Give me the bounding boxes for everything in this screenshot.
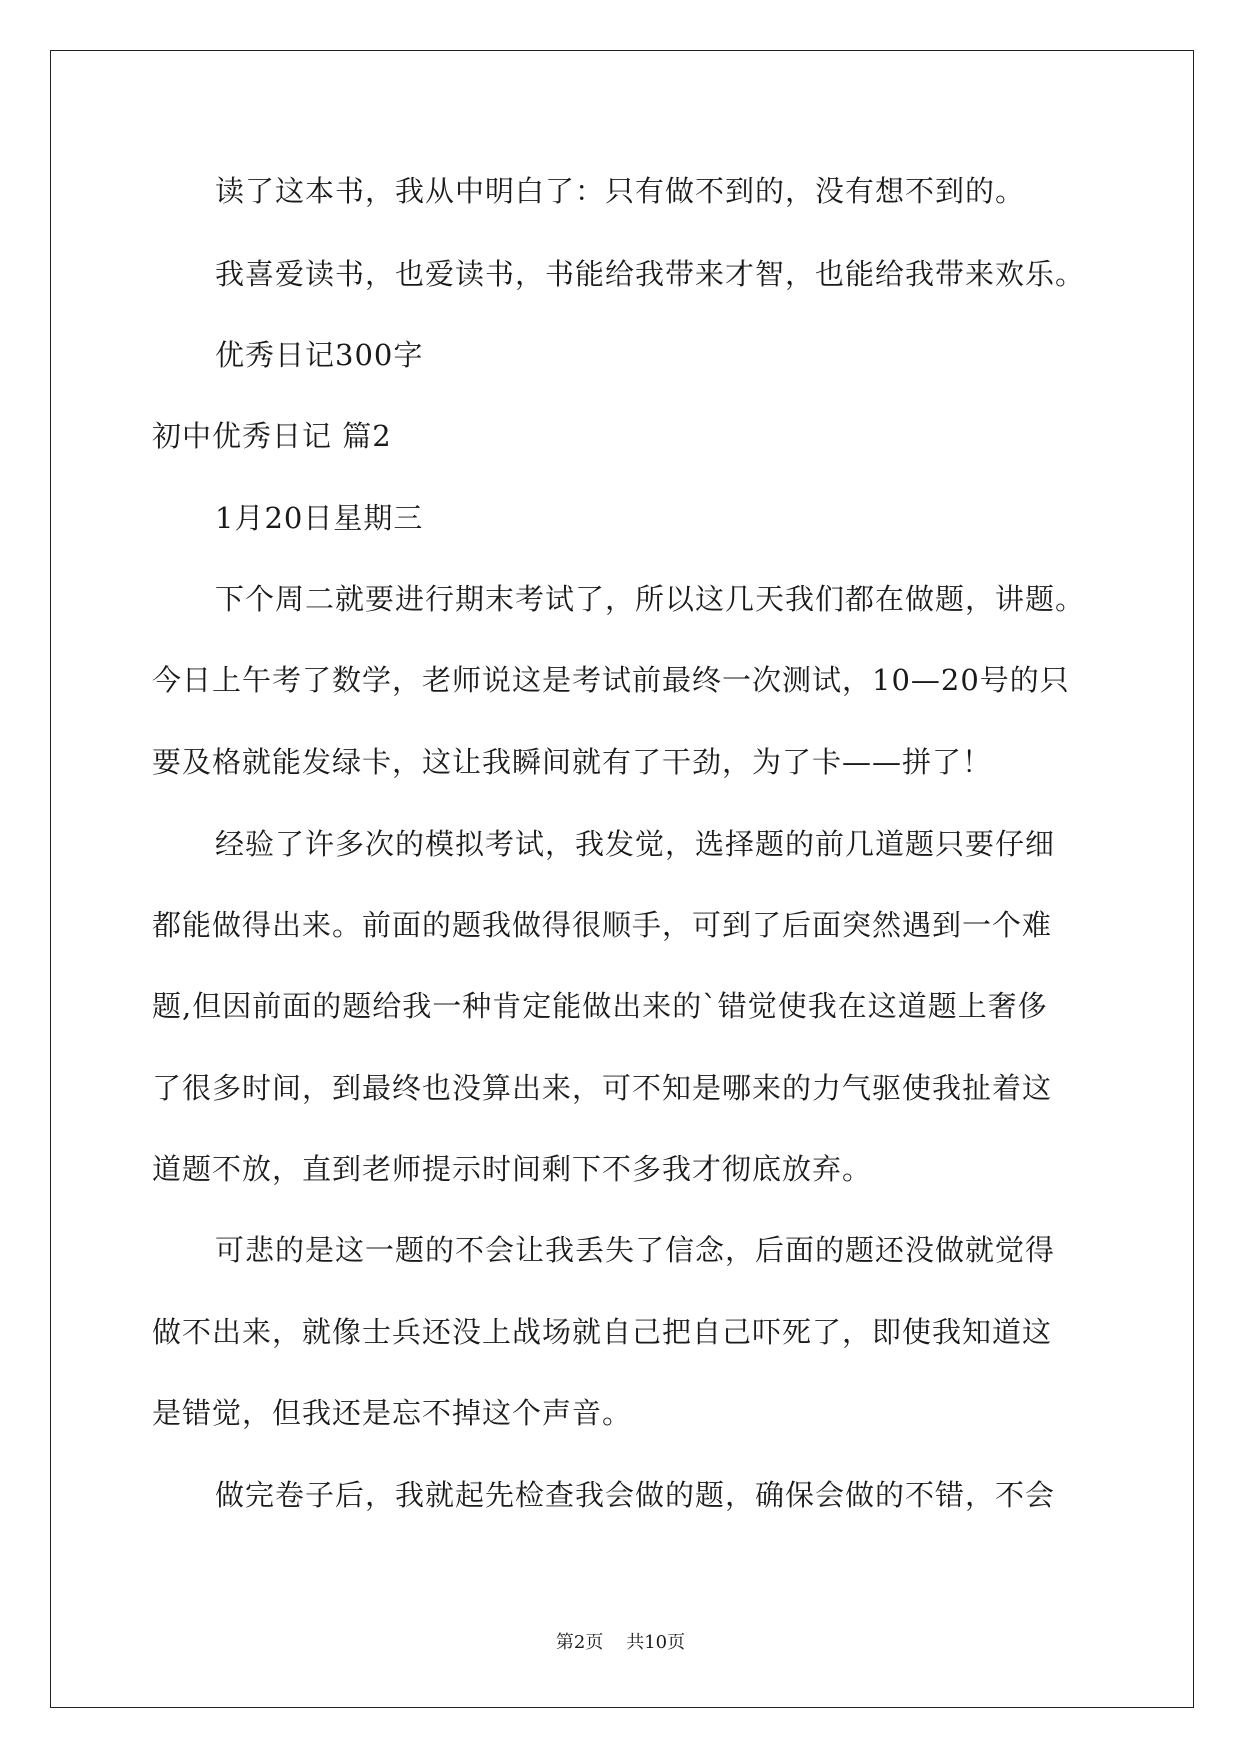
diary-date: 1月20日星期三 — [215, 501, 424, 535]
paragraph-line: 优秀日记300字 — [215, 338, 424, 372]
paragraph-line: 做不出来，就像士兵还没上战场就自己把自己吓死了，即使我知道这 — [152, 1315, 1053, 1349]
paragraph-line: 下个周二就要进行期末考试了，所以这几天我们都在做题，讲题。 — [215, 582, 1086, 616]
page-border — [50, 50, 1194, 1708]
paragraph-line: 经验了许多次的模拟考试，我发觉，选择题的前几道题只要仔细 — [215, 827, 1056, 861]
paragraph-line: 要及格就能发绿卡，这让我瞬间就有了干劲，为了卡——拼了！ — [152, 745, 993, 779]
paragraph-line: 做完卷子后，我就起先检查我会做的题，确保会做的不错，不会 — [215, 1478, 1056, 1512]
paragraph-line: 我喜爱读书，也爱读书，书能给我带来才智，也能给我带来欢乐。 — [215, 257, 1086, 291]
paragraph-line: 是错觉，但我还是忘不掉这个声音。 — [152, 1396, 633, 1430]
page-footer: 第2页 共10页 — [555, 1632, 686, 1653]
section-heading: 初中优秀日记 篇2 — [152, 419, 392, 453]
paragraph-line: 读了这本书，我从中明白了：只有做不到的，没有想不到的。 — [215, 174, 1026, 208]
paragraph-line: 了很多时间，到最终也没算出来，可不知是哪来的力气驱使我扯着这 — [152, 1071, 1053, 1105]
paragraph-line: 都能做得出来。前面的题我做得很顺手，可到了后面突然遇到一个难 — [152, 908, 1053, 942]
paragraph-line: 今日上午考了数学，老师说这是考试前最终一次测试，10—20号的只 — [152, 663, 1070, 697]
paragraph-line: 题,但因前面的题给我一种肯定能做出来的`错觉使我在这道题上奢侈 — [152, 989, 1048, 1023]
paragraph-line: 可悲的是这一题的不会让我丢失了信念，后面的题还没做就觉得 — [215, 1233, 1056, 1267]
paragraph-line: 道题不放，直到老师提示时间剩下不多我才彻底放弃。 — [152, 1152, 873, 1186]
